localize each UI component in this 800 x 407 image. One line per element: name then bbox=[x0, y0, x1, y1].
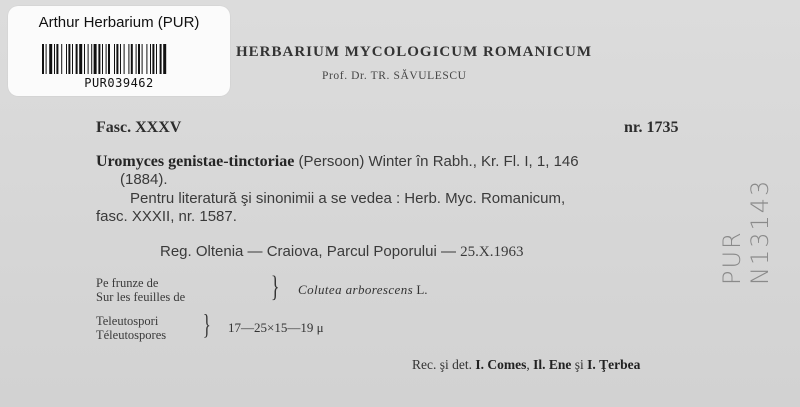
barcode-bar bbox=[98, 44, 100, 74]
barcode-bar bbox=[142, 44, 143, 74]
species-name: Uromyces genistae-tinctoriae bbox=[96, 153, 295, 170]
barcode-bar bbox=[146, 44, 147, 74]
host-label-fr: Sur les feuilles de bbox=[96, 290, 186, 304]
barcode-bar bbox=[114, 44, 115, 74]
species-year: (1884). bbox=[120, 171, 168, 188]
barcode-bar bbox=[152, 44, 154, 74]
barcode-bar bbox=[94, 44, 97, 74]
fascicle-number: nr. 1735 bbox=[624, 119, 679, 136]
barcode-bar bbox=[131, 44, 133, 74]
barcode-bar bbox=[49, 44, 52, 74]
barcode-bar bbox=[102, 44, 103, 74]
barcode-bar bbox=[88, 44, 89, 74]
collector-2: Il. Ene bbox=[533, 357, 572, 372]
collector-1: I. Comes bbox=[475, 357, 527, 372]
barcode-bar bbox=[108, 44, 110, 74]
barcode-bar bbox=[163, 44, 166, 74]
collectors-prefix: Rec. şi det. bbox=[412, 357, 476, 372]
collectors-sep-1: , bbox=[526, 357, 534, 372]
species-line bbox=[96, 153, 579, 171]
institution-name: Arthur Herbarium (PUR) bbox=[38, 14, 200, 31]
herbarium-subtitle: Prof. Dr. TR. SĂVULESCU bbox=[322, 70, 467, 82]
spore-label-ro: Teleutospori bbox=[96, 314, 159, 328]
locality-line bbox=[160, 243, 523, 261]
spore-label-fr: Téleutospores bbox=[96, 328, 167, 342]
barcode-bar bbox=[54, 44, 55, 74]
barcode-bar bbox=[72, 44, 73, 74]
barcode-bar bbox=[160, 44, 162, 74]
barcode-card bbox=[8, 6, 230, 96]
barcode-number: PUR039462 bbox=[84, 76, 154, 90]
spore-size: 17—25×15—19 μ bbox=[228, 320, 324, 335]
host-species: Colutea arborescens bbox=[298, 282, 414, 297]
barcode-bar bbox=[68, 44, 70, 74]
barcode-bar bbox=[106, 44, 107, 74]
species-author: (Persoon) Winter în Rabh., Kr. Fl. I, 1, 146 bbox=[294, 153, 579, 170]
barcode-bar bbox=[124, 44, 125, 74]
host-authority: L. bbox=[413, 282, 428, 297]
barcode-bar bbox=[138, 44, 140, 74]
barcode-bar bbox=[66, 44, 67, 74]
collector-3: I. Ţerbea bbox=[587, 357, 641, 372]
barcode-bar bbox=[79, 44, 82, 74]
barcode-bar bbox=[120, 44, 121, 74]
barcode-bar bbox=[91, 44, 92, 74]
handwritten-accession-note: PUR N13143 bbox=[718, 178, 774, 285]
herbarium-title: HERBARIUM MYCOLOGICUM ROMANICUM bbox=[236, 44, 592, 60]
barcode-bar bbox=[116, 44, 118, 74]
collectors-sep-2: şi bbox=[571, 357, 588, 372]
barcode-bar bbox=[156, 44, 157, 74]
fascicle-label: Fasc. XXXV bbox=[96, 119, 182, 136]
host-brace: } bbox=[270, 270, 280, 303]
barcode-bar bbox=[42, 44, 44, 74]
barcode-bar bbox=[61, 44, 62, 74]
spore-brace: } bbox=[202, 310, 211, 341]
literature-line-2: fasc. XXXII, nr. 1587. bbox=[96, 208, 237, 225]
locality-text: Reg. Oltenia — Craiova, Parcul Poporului — bbox=[160, 243, 461, 260]
host-label-ro: Pe frunze de bbox=[96, 276, 159, 290]
collection-date: 25.X.1963 bbox=[460, 244, 524, 260]
barcode-bar bbox=[46, 44, 47, 74]
host-plant bbox=[298, 282, 428, 298]
barcode-bar bbox=[56, 44, 58, 74]
literature-line-1: Pentru literatură şi sinonimii a se vedea : Herb. Myc. Romanicum, bbox=[130, 190, 566, 207]
barcode-bar bbox=[84, 44, 85, 74]
collectors-line bbox=[412, 357, 640, 373]
barcode-icon bbox=[42, 44, 196, 74]
barcode-bar bbox=[150, 44, 151, 74]
barcode-bar bbox=[128, 44, 129, 74]
barcode-bar bbox=[76, 44, 78, 74]
barcode-bar bbox=[136, 44, 137, 74]
